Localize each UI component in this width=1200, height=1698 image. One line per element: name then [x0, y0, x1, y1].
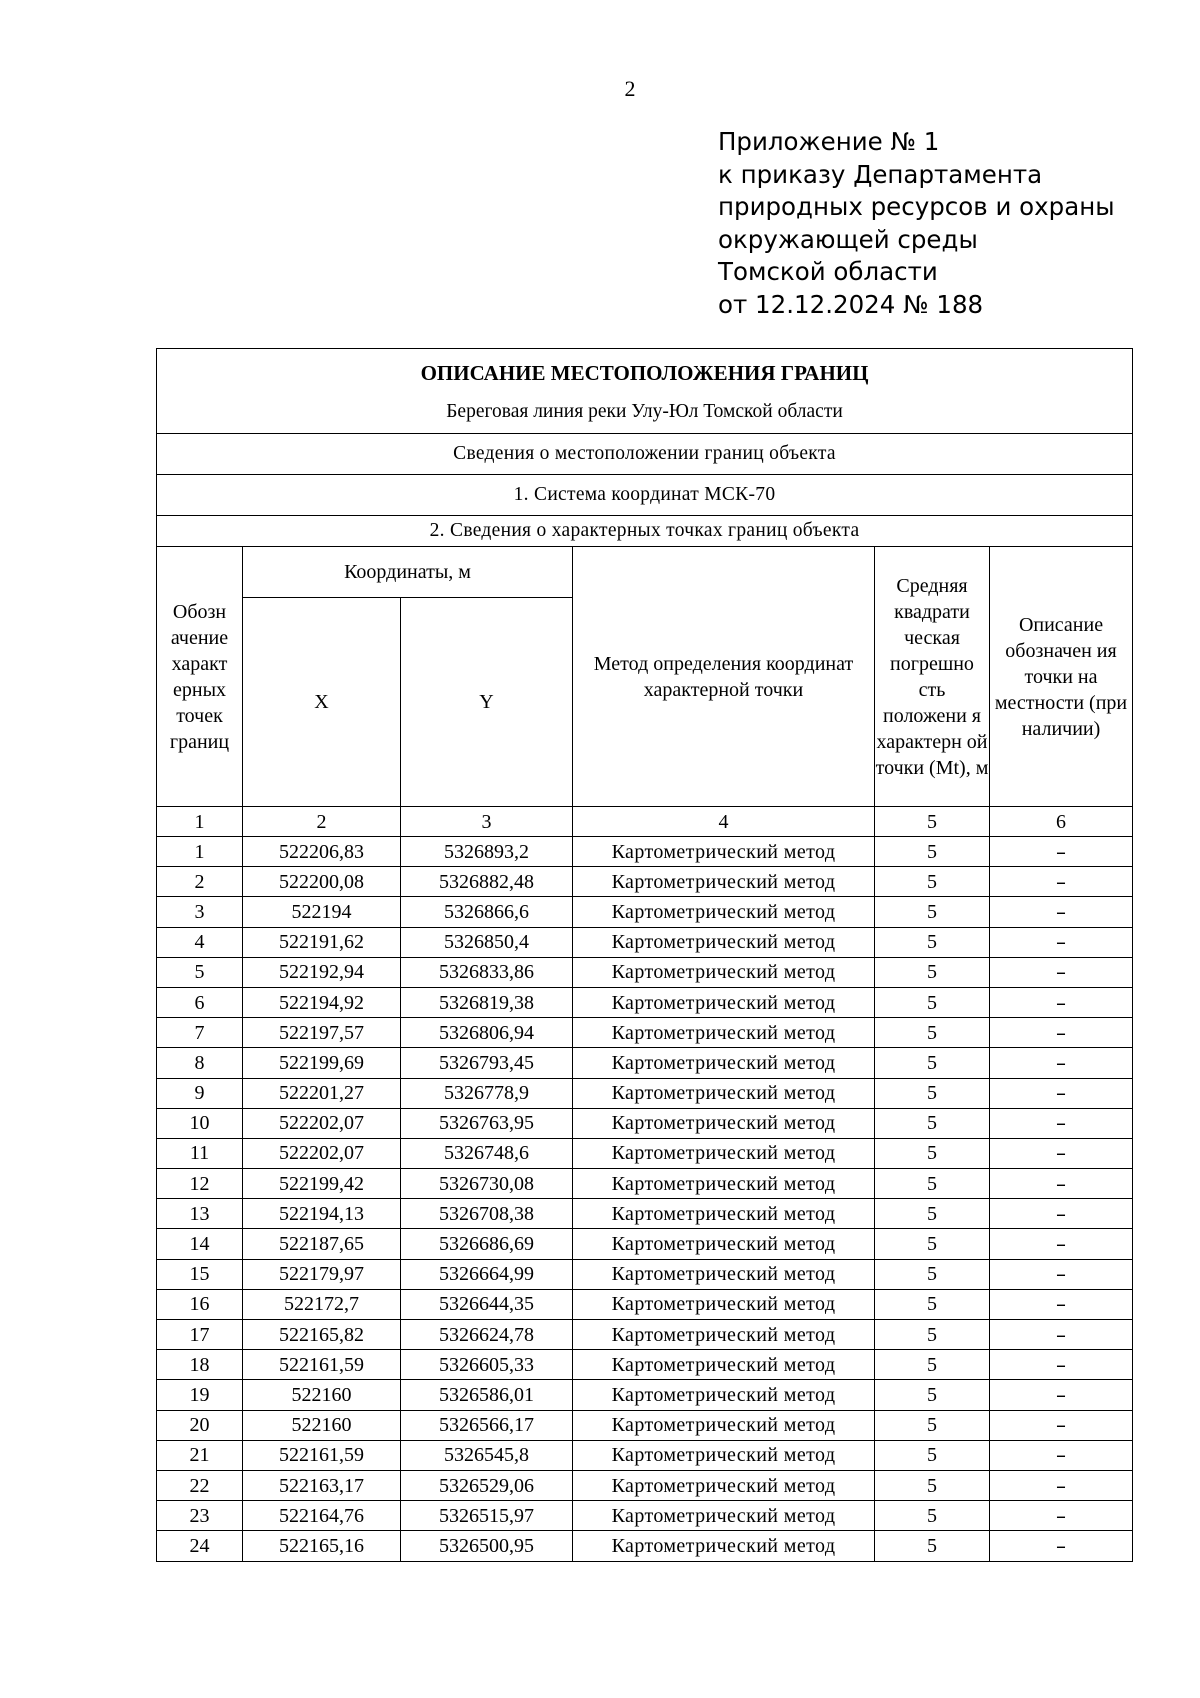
cell-mt: 5: [875, 1440, 990, 1470]
cell-method: Картометрический метод: [573, 1320, 875, 1350]
cell-mt: 5: [875, 1410, 990, 1440]
cell-point-number: 19: [157, 1380, 243, 1410]
cell-x: 522194: [243, 897, 401, 927]
cell-description: –: [990, 867, 1133, 897]
cell-description: –: [990, 897, 1133, 927]
points-heading-cell: 2. Сведения о характерных точках границ объекта: [157, 516, 1133, 547]
cell-point-number: 20: [157, 1410, 243, 1440]
cell-y: 5326500,95: [401, 1531, 573, 1561]
cell-mt: 5: [875, 897, 990, 927]
cell-method: Картометрический метод: [573, 1350, 875, 1380]
column-number: 6: [990, 807, 1133, 837]
header-x: X: [243, 598, 401, 807]
table-row: [157, 1169, 1133, 1199]
table-row: [157, 987, 1133, 1017]
cell-y: 5326545,8: [401, 1440, 573, 1470]
annex-line: окружающей среды: [718, 224, 978, 254]
cell-y: 5326686,69: [401, 1229, 573, 1259]
section-info-cell: Сведения о местоположении границ объекта: [157, 434, 1133, 475]
cell-y: 5326529,06: [401, 1470, 573, 1500]
cell-point-number: 4: [157, 927, 243, 957]
annex-line: Томской области: [718, 257, 938, 286]
cell-y: 5326566,17: [401, 1410, 573, 1440]
cell-mt: 5: [875, 1229, 990, 1259]
cell-y: 5326793,45: [401, 1048, 573, 1078]
cell-mt: 5: [875, 1018, 990, 1048]
header-point-label: Обозн ачение характ ерных точек границ: [157, 547, 243, 807]
table-row: [157, 927, 1133, 957]
cell-description: –: [990, 1259, 1133, 1289]
coord-system-row: [157, 475, 1133, 516]
cell-method: Картометрический метод: [573, 1078, 875, 1108]
cell-y: 5326748,6: [401, 1138, 573, 1168]
column-number: 5: [875, 807, 990, 837]
cell-y: 5326664,99: [401, 1259, 573, 1289]
boundary-table: [156, 348, 1133, 1562]
cell-mt: 5: [875, 1108, 990, 1138]
cell-description: –: [990, 1440, 1133, 1470]
cell-x: 522191,62: [243, 927, 401, 957]
table-row: [157, 1138, 1133, 1168]
coord-system-cell: 1. Система координат МСК-70: [157, 475, 1133, 516]
table-row: [157, 1078, 1133, 1108]
cell-description: –: [990, 1169, 1133, 1199]
cell-x: 522192,94: [243, 957, 401, 987]
cell-x: 522165,82: [243, 1320, 401, 1350]
cell-y: 5326806,94: [401, 1018, 573, 1048]
cell-y: 5326605,33: [401, 1350, 573, 1380]
cell-description: –: [990, 1078, 1133, 1108]
cell-method: Картометрический метод: [573, 1289, 875, 1319]
cell-method: Картометрический метод: [573, 1380, 875, 1410]
cell-mt: 5: [875, 1470, 990, 1500]
cell-y: 5326763,95: [401, 1108, 573, 1138]
cell-y: 5326586,01: [401, 1380, 573, 1410]
cell-method: Картометрический метод: [573, 1048, 875, 1078]
cell-mt: 5: [875, 1138, 990, 1168]
cell-mt: 5: [875, 837, 990, 867]
cell-description: –: [990, 1289, 1133, 1319]
cell-description: –: [990, 1531, 1133, 1561]
cell-y: 5326882,48: [401, 867, 573, 897]
cell-method: Картометрический метод: [573, 1199, 875, 1229]
cell-description: –: [990, 1108, 1133, 1138]
header-method: Метод определения координат характерной точки: [573, 547, 875, 807]
table-row: [157, 1320, 1133, 1350]
cell-method: Картометрический метод: [573, 1440, 875, 1470]
cell-x: 522172,7: [243, 1289, 401, 1319]
cell-method: Картометрический метод: [573, 1138, 875, 1168]
cell-x: 522201,27: [243, 1078, 401, 1108]
cell-x: 522165,16: [243, 1531, 401, 1561]
cell-description: –: [990, 1410, 1133, 1440]
title-cell: [157, 349, 1133, 434]
table-row: [157, 957, 1133, 987]
cell-description: –: [990, 1350, 1133, 1380]
cell-point-number: 9: [157, 1078, 243, 1108]
cell-mt: 5: [875, 867, 990, 897]
cell-method: Картометрический метод: [573, 867, 875, 897]
cell-description: –: [990, 957, 1133, 987]
cell-method: Картометрический метод: [573, 1169, 875, 1199]
cell-method: Картометрический метод: [573, 1410, 875, 1440]
table-row: [157, 1048, 1133, 1078]
column-number: 3: [401, 807, 573, 837]
header-y: Y: [401, 598, 573, 807]
cell-method: Картометрический метод: [573, 1470, 875, 1500]
cell-y: 5326515,97: [401, 1501, 573, 1531]
cell-x: 522199,42: [243, 1169, 401, 1199]
cell-y: 5326893,2: [401, 837, 573, 867]
cell-x: 522161,59: [243, 1440, 401, 1470]
cell-method: Картометрический метод: [573, 1108, 875, 1138]
boundary-description-frame: [156, 348, 1132, 1572]
cell-method: Картометрический метод: [573, 897, 875, 927]
cell-point-number: 12: [157, 1169, 243, 1199]
cell-x: 522194,92: [243, 987, 401, 1017]
cell-method: Картометрический метод: [573, 1018, 875, 1048]
cell-x: 522199,69: [243, 1048, 401, 1078]
document-subtitle: Береговая линия реки Улу-Юл Томской области: [446, 400, 843, 422]
cell-point-number: 24: [157, 1531, 243, 1561]
table-row: [157, 1531, 1133, 1561]
table-row: [157, 1108, 1133, 1138]
cell-point-number: 15: [157, 1259, 243, 1289]
table-row: [157, 1229, 1133, 1259]
cell-method: Картометрический метод: [573, 837, 875, 867]
cell-x: 522160: [243, 1410, 401, 1440]
cell-x: 522160: [243, 1380, 401, 1410]
cell-mt: 5: [875, 1501, 990, 1531]
cell-x: 522197,57: [243, 1018, 401, 1048]
cell-y: 5326850,4: [401, 927, 573, 957]
cell-mt: 5: [875, 927, 990, 957]
cell-y: 5326819,38: [401, 987, 573, 1017]
cell-method: Картометрический метод: [573, 957, 875, 987]
column-number: 2: [243, 807, 401, 837]
annex-line: к приказу Департамента: [718, 159, 1043, 189]
table-row: [157, 1259, 1133, 1289]
cell-point-number: 1: [157, 837, 243, 867]
cell-mt: 5: [875, 1380, 990, 1410]
cell-method: Картометрический метод: [573, 927, 875, 957]
cell-point-number: 16: [157, 1289, 243, 1319]
cell-y: 5326708,38: [401, 1199, 573, 1229]
column-number-row: [157, 807, 1133, 837]
cell-mt: 5: [875, 957, 990, 987]
cell-method: Картометрический метод: [573, 1501, 875, 1531]
cell-x: 522187,65: [243, 1229, 401, 1259]
table-row: [157, 1018, 1133, 1048]
cell-description: –: [990, 1138, 1133, 1168]
cell-y: 5326866,6: [401, 897, 573, 927]
cell-x: 522161,59: [243, 1350, 401, 1380]
header-coordinates: Координаты, м: [243, 547, 573, 598]
header-description: Описание обозначен ия точки на местности (при наличии): [990, 547, 1133, 807]
cell-point-number: 13: [157, 1199, 243, 1229]
cell-description: –: [990, 927, 1133, 957]
section-info-row: [157, 434, 1133, 475]
cell-description: –: [990, 987, 1133, 1017]
cell-y: 5326833,86: [401, 957, 573, 987]
column-number: 4: [573, 807, 875, 837]
cell-point-number: 11: [157, 1138, 243, 1168]
cell-y: 5326730,08: [401, 1169, 573, 1199]
cell-description: –: [990, 837, 1133, 867]
cell-mt: 5: [875, 1199, 990, 1229]
annex-line: природных ресурсов и охраны: [718, 192, 1115, 221]
cell-y: 5326624,78: [401, 1320, 573, 1350]
cell-y: 5326778,9: [401, 1078, 573, 1108]
cell-description: –: [990, 1229, 1133, 1259]
table-row: [157, 1289, 1133, 1319]
cell-x: 522194,13: [243, 1199, 401, 1229]
cell-description: –: [990, 1501, 1133, 1531]
cell-point-number: 3: [157, 897, 243, 927]
cell-point-number: 6: [157, 987, 243, 1017]
cell-x: 522200,08: [243, 867, 401, 897]
table-row: [157, 1470, 1133, 1500]
points-heading-row: [157, 516, 1133, 547]
table-row: [157, 867, 1133, 897]
header-error: Средняя квадрати ческая погрешно сть положени я характерн ой точки (Mt), м: [875, 547, 990, 807]
cell-y: 5326644,35: [401, 1289, 573, 1319]
cell-x: 522179,97: [243, 1259, 401, 1289]
cell-method: Картометрический метод: [573, 987, 875, 1017]
cell-point-number: 22: [157, 1470, 243, 1500]
annex-block: [718, 126, 1158, 321]
cell-description: –: [990, 1018, 1133, 1048]
table-row: [157, 1501, 1133, 1531]
cell-x: 522164,76: [243, 1501, 401, 1531]
cell-point-number: 14: [157, 1229, 243, 1259]
cell-mt: 5: [875, 1259, 990, 1289]
cell-x: 522206,83: [243, 837, 401, 867]
cell-description: –: [990, 1048, 1133, 1078]
table-row: [157, 1350, 1133, 1380]
cell-point-number: 2: [157, 867, 243, 897]
table-body: [157, 349, 1133, 1562]
annex-line: от 12.12.2024 № 188: [718, 289, 984, 319]
cell-point-number: 10: [157, 1108, 243, 1138]
cell-mt: 5: [875, 1169, 990, 1199]
cell-mt: 5: [875, 1320, 990, 1350]
table-row: [157, 1199, 1133, 1229]
cell-point-number: 23: [157, 1501, 243, 1531]
header-row-top: [157, 547, 1133, 598]
table-row: [157, 1440, 1133, 1470]
cell-point-number: 21: [157, 1440, 243, 1470]
cell-x: 522163,17: [243, 1470, 401, 1500]
cell-point-number: 7: [157, 1018, 243, 1048]
cell-method: Картометрический метод: [573, 1229, 875, 1259]
cell-point-number: 18: [157, 1350, 243, 1380]
cell-description: –: [990, 1380, 1133, 1410]
table-row: [157, 837, 1133, 867]
cell-mt: 5: [875, 1289, 990, 1319]
title-row: [157, 349, 1133, 434]
cell-mt: 5: [875, 1350, 990, 1380]
page-number: 2: [624, 76, 636, 101]
cell-point-number: 8: [157, 1048, 243, 1078]
column-number: 1: [157, 807, 243, 837]
annex-line: Приложение № 1: [718, 127, 940, 156]
cell-description: –: [990, 1470, 1133, 1500]
cell-x: 522202,07: [243, 1108, 401, 1138]
cell-mt: 5: [875, 987, 990, 1017]
cell-mt: 5: [875, 1531, 990, 1561]
cell-point-number: 5: [157, 957, 243, 987]
table-row: [157, 897, 1133, 927]
cell-point-number: 17: [157, 1320, 243, 1350]
cell-mt: 5: [875, 1078, 990, 1108]
table-row: [157, 1410, 1133, 1440]
cell-description: –: [990, 1199, 1133, 1229]
cell-mt: 5: [875, 1048, 990, 1078]
cell-x: 522202,07: [243, 1138, 401, 1168]
document-title: ОПИСАНИЕ МЕСТОПОЛОЖЕНИЯ ГРАНИЦ: [420, 360, 869, 385]
cell-description: –: [990, 1320, 1133, 1350]
cell-method: Картометрический метод: [573, 1259, 875, 1289]
cell-method: Картометрический метод: [573, 1531, 875, 1561]
table-row: [157, 1380, 1133, 1410]
